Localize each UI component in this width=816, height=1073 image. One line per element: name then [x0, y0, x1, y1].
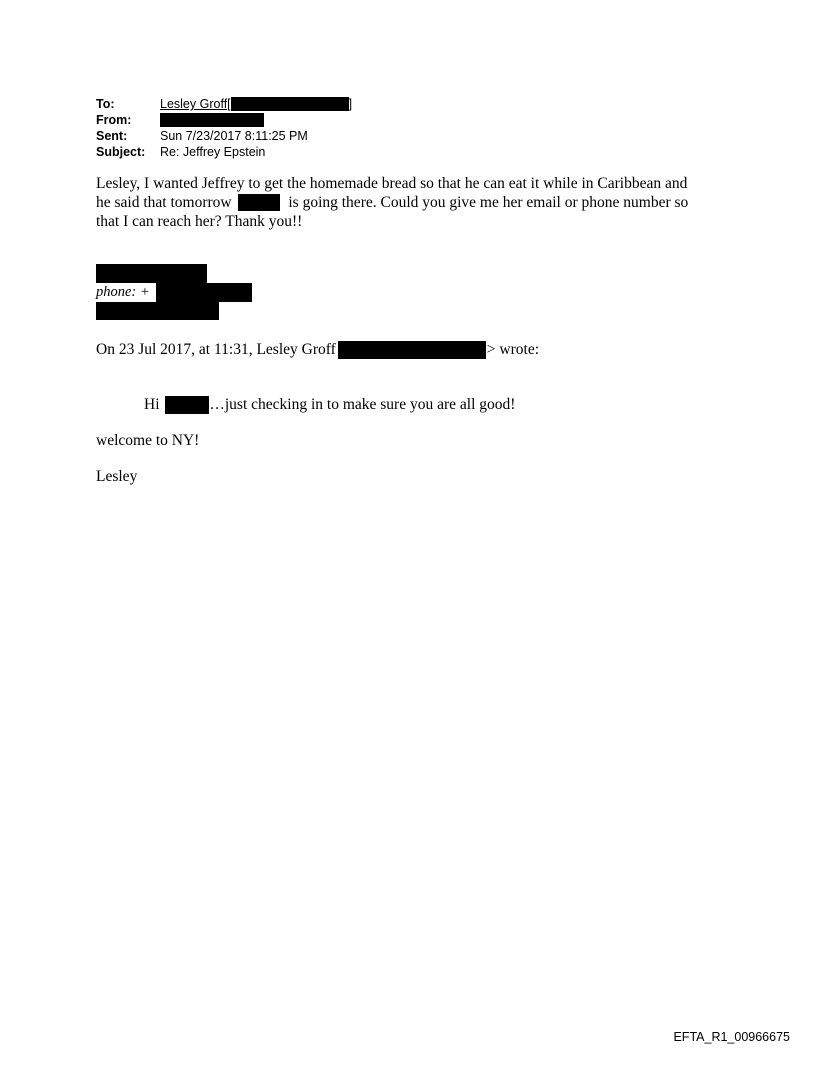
to-value	[160, 96, 352, 112]
greeting-start: Hi	[144, 396, 160, 413]
to-label: To:	[96, 97, 115, 111]
email-header	[96, 96, 352, 160]
sent-row	[96, 128, 352, 144]
signature-phone	[96, 283, 150, 301]
sent-value: Sun 7/23/2017 8:11:25 PM	[160, 129, 308, 143]
greeting-end: …just checking in to make sure you are all good!	[209, 396, 516, 413]
to-name: Lesley Groff	[160, 97, 228, 111]
quote-welcome: welcome to NY!	[96, 432, 200, 449]
phone-label: phone: +	[96, 284, 150, 300]
subject-value: Re: Jeffrey Epstein	[160, 145, 266, 159]
subject-label: Subject:	[96, 145, 146, 159]
body-line: Lesley, I wanted Jeffrey to get the homemade bread so that he can eat it while in Caribbean and	[96, 175, 688, 192]
from-row	[96, 112, 352, 128]
from-label: From:	[96, 113, 132, 127]
to-row	[96, 96, 352, 112]
quote-intro-end: > wrote:	[486, 341, 540, 358]
message-body	[96, 174, 716, 231]
redaction-block	[96, 264, 207, 283]
redaction-block	[165, 396, 209, 414]
from-value	[160, 112, 264, 128]
body-line-2-end: is going there. Could you give me her email or phone number so	[288, 194, 689, 211]
sent-label: Sent:	[96, 129, 128, 143]
redaction-block	[231, 97, 349, 111]
subject-row	[96, 144, 352, 160]
quote-greeting	[144, 396, 515, 414]
body-line: that I can reach her? Thank you!!	[96, 213, 303, 230]
to-bracket-open: [	[227, 97, 231, 111]
document-id: EFTA_R1_00966675	[673, 1030, 790, 1044]
quote-intro	[96, 341, 539, 359]
quote-signoff: Lesley	[96, 468, 138, 485]
redaction-block	[156, 283, 252, 302]
body-line	[96, 193, 716, 212]
to-bracket-close: ]	[348, 97, 353, 111]
redaction-block	[338, 341, 486, 359]
redaction-block	[160, 113, 264, 127]
redaction-block	[96, 302, 219, 320]
quote-intro-start: On 23 Jul 2017, at 11:31, Lesley Groff	[96, 341, 336, 358]
redaction-block	[238, 194, 280, 211]
body-line-2-start: he said that tomorrow	[96, 194, 232, 211]
